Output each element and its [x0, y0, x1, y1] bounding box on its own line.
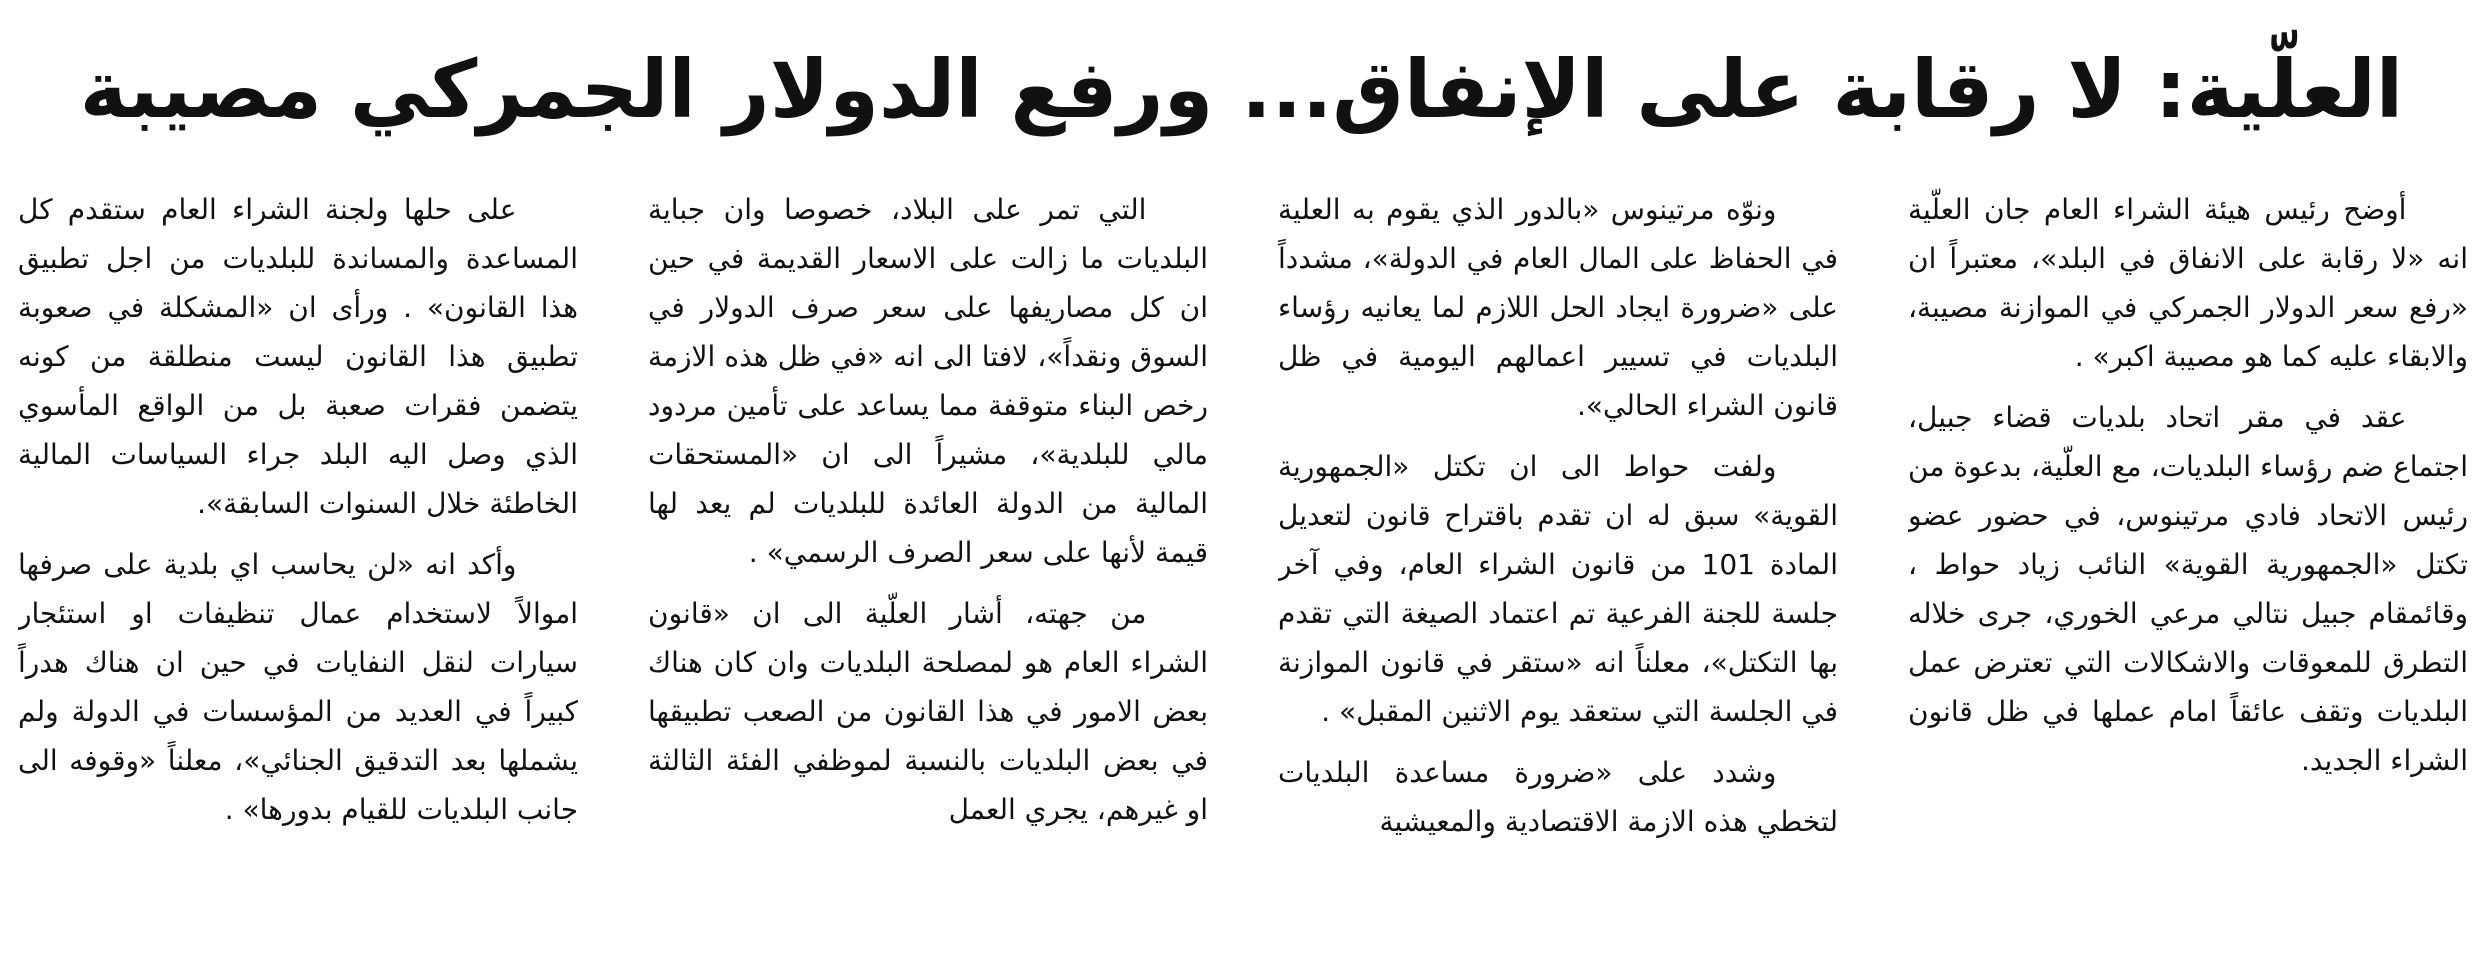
paragraph: التي تمر على البلاد، خصوصا وان جباية البلديات ما زالت على الاسعار القديمة في حين ان كل مصاريفها على سعر صرف الدولار في السوق ونقداً»، لافتا الى انه «في ظل هذه الازمة رخص البناء متوقفة مما يساعد على تأمين مردود مالي للبلدية»، مشيراً الى ان «المستحقات المالية من الدولة العائدة للبلديات لم يعد لها قيمة لأنها على سعر الصرف الرسمي» . — [648, 193, 1208, 569]
article-column-1 — [1908, 185, 2468, 925]
paragraph: أوضح رئيس هيئة الشراء العام جان العلّية انه «لا رقابة على الانفاق في البلد»، معتبراً ان «رفع سعر الدولار الجمركي في الموازنة مصيبة، والابقاء عليه كما هو مصيبة اكبر» . — [1908, 193, 2468, 373]
paragraph: من جهته، أشار العلّية الى ان «قانون الشراء العام هو لمصلحة البلديات وان كان هناك بعض الامور في هذا القانون من الصعب تطبيقها في بعض البلديات بالنسبة لموظفي الفئة الثالثة او غيرهم، يجري العمل — [648, 597, 1208, 826]
paragraph: على حلها ولجنة الشراء العام ستقدم كل المساعدة والمساندة للبلديات من اجل تطبيق هذا القانون» . ورأى ان «المشكلة في صعوبة تطبيق هذا القانون ليست منطلقة من كونه يتضمن فقرات صعبة بل من الواقع المأسوي الذي وصل اليه البلد جراء السياسات المالية الخاطئة خلال السنوات السابقة». — [18, 193, 578, 520]
article-column-4 — [18, 185, 578, 925]
article-column-3 — [648, 185, 1208, 925]
paragraph: وشدد على «ضرورة مساعدة البلديات لتخطي هذه الازمة الاقتصادية والمعيشية — [1278, 756, 1838, 838]
article-column-2 — [1278, 185, 1838, 925]
article-columns — [16, 185, 2468, 925]
paragraph: وأكد انه «لن يحاسب اي بلدية على صرفها اموالاً لاستخدام عمال تنظيفات او استئجار سيارات لنقل النفايات في حين ان هناك هدراً كبيراً في العديد من المؤسسات في الدولة ولم يشملها بعد التدقيق الجنائي»، معلناً «وقوفه الى جانب البلديات للقيام بدورها» . — [18, 548, 578, 826]
paragraph: عقد في مقر اتحاد بلديات قضاء جبيل، اجتماع ضم رؤساء البلديات، مع العلّية، بدعوة من رئيس الاتحاد فادي مرتينوس، في حضور عضو تكتل «الجمهورية القوية» النائب زياد حواط ، وقائمقام جبيل نتالي مرعي الخوري، جرى خلاله التطرق للمعوقات والاشكالات التي تعترض عمل البلديات وتقف عائقاً امام عملها في ظل قانون الشراء الجديد. — [1908, 401, 2468, 777]
paragraph: ولفت حواط الى ان تكتل «الجمهورية القوية» سبق له ان تقدم باقتراح قانون لتعديل المادة 101 من قانون الشراء العام، وفي آخر جلسة للجنة الفرعية تم اعتماد الصيغة التي تقدم بها التكتل»، معلناً انه «ستقر في قانون الموازنة في الجلسة التي ستعقد يوم الاثنين المقبل» . — [1278, 450, 1838, 728]
paragraph: ونوّه مرتينوس «بالدور الذي يقوم به العلية في الحفاظ على المال العام في الدولة»، مشدداً على «ضرورة ايجاد الحل اللازم لما يعانيه رؤساء البلديات في تسيير اعمالهم اليومية في ظل قانون الشراء الحالي». — [1278, 193, 1838, 422]
headline: العلّية: لا رقابة على الإنفاق... ورفع الدولار الجمركي مصيبة — [79, 43, 2404, 136]
